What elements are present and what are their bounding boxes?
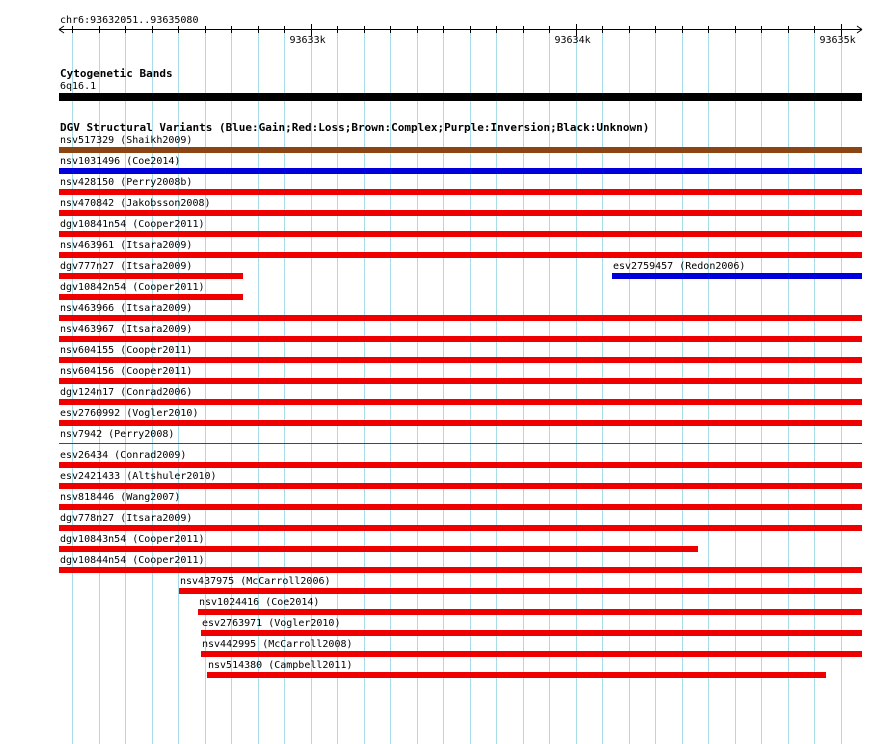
variant-bar-loss[interactable] [59, 252, 862, 258]
ruler-range-label: chr6:93632051..93635080 [60, 15, 199, 26]
ruler-arrow-right [59, 30, 64, 34]
variant-bar-loss[interactable] [59, 336, 862, 342]
variant-bar-loss[interactable] [59, 420, 862, 426]
variant-bar-loss[interactable] [59, 315, 862, 321]
variant-label[interactable]: nsv470842 (Jakobsson2008) [60, 198, 211, 209]
ruler-tick-label: 93633k [289, 35, 326, 46]
variant-label[interactable]: nsv604155 (Cooper2011) [60, 345, 193, 356]
variant-label[interactable]: dgv10841n54 (Cooper2011) [60, 219, 205, 230]
variant-bar-loss[interactable] [198, 609, 862, 615]
variant-bar-loss[interactable] [59, 210, 862, 216]
variant-label[interactable]: dgv778n27 (Itsara2009) [60, 513, 193, 524]
variant-label[interactable]: nsv428150 (Perry2008b) [60, 177, 193, 188]
cyto-band-label[interactable]: 6q16.1 [60, 81, 97, 92]
dgv-track-title: DGV Structural Variants (Blue:Gain;Red:Loss;Brown:Complex;Purple:Inversion;Black:Unknown) [60, 121, 650, 134]
variant-bar-loss[interactable] [59, 567, 862, 573]
variant-bar-loss[interactable] [59, 525, 862, 531]
variant-bar-loss[interactable] [59, 399, 862, 405]
variant-bar-loss[interactable] [59, 483, 862, 489]
variant-bar-loss[interactable] [59, 273, 243, 279]
variant-label[interactable]: nsv7942 (Perry2008) [60, 429, 175, 440]
variant-bar-loss[interactable] [59, 231, 862, 237]
variant-bar-gain[interactable] [612, 273, 862, 279]
variant-label[interactable]: nsv1024416 (Coe2014) [199, 597, 320, 608]
variant-label[interactable]: nsv517329 (Shaikh2009) [60, 135, 193, 146]
ruler-tick-label: 93634k [554, 35, 591, 46]
variant-label[interactable]: esv2763971 (Vogler2010) [202, 618, 341, 629]
variant-label[interactable]: esv2759457 (Redon2006) [613, 261, 746, 272]
variant-label[interactable]: dgv10842n54 (Cooper2011) [60, 282, 205, 293]
variant-label[interactable]: dgv10843n54 (Cooper2011) [60, 534, 205, 545]
variant-label[interactable]: nsv514380 (Campbell2011) [208, 660, 353, 671]
variant-label[interactable]: nsv1031496 (Coe2014) [60, 156, 181, 167]
variant-bar-loss[interactable] [59, 443, 862, 444]
variant-label[interactable]: esv2421433 (Altshuler2010) [60, 471, 217, 482]
variant-bar-loss[interactable] [59, 462, 862, 468]
variant-label[interactable]: nsv437975 (McCarroll2006) [180, 576, 331, 587]
variant-label[interactable]: nsv604156 (Cooper2011) [60, 366, 193, 377]
ruler-tick-label: 93635k [819, 35, 856, 46]
variant-bar-complex[interactable] [59, 147, 862, 153]
variant-bar-loss[interactable] [59, 294, 243, 300]
variant-label[interactable]: nsv818446 (Wang2007) [60, 492, 181, 503]
variant-label[interactable]: nsv463967 (Itsara2009) [60, 324, 193, 335]
variant-bar-gain[interactable] [59, 168, 862, 174]
variant-bar-loss[interactable] [179, 588, 862, 594]
cyto-band-bar[interactable] [59, 93, 862, 101]
variant-bar-loss[interactable] [59, 357, 862, 363]
variant-label[interactable]: dgv124n17 (Conrad2006) [60, 387, 193, 398]
variant-bar-loss[interactable] [59, 189, 862, 195]
ruler-arrow-right [857, 30, 862, 34]
variant-label[interactable]: dgv10844n54 (Cooper2011) [60, 555, 205, 566]
variant-bar-loss[interactable] [201, 630, 862, 636]
variant-label[interactable]: esv2760992 (Vogler2010) [60, 408, 199, 419]
variant-bar-loss[interactable] [59, 546, 698, 552]
variant-bar-loss[interactable] [201, 651, 862, 657]
variant-bar-loss[interactable] [59, 504, 862, 510]
variant-label[interactable]: dgv777n27 (Itsara2009) [60, 261, 193, 272]
variant-bar-loss[interactable] [59, 378, 862, 384]
cyto-track-title: Cytogenetic Bands [60, 67, 173, 80]
variant-label[interactable]: nsv463961 (Itsara2009) [60, 240, 193, 251]
ruler-arrow-right [857, 26, 862, 30]
variant-label[interactable]: nsv442995 (McCarroll2008) [202, 639, 353, 650]
variant-label[interactable]: nsv463966 (Itsara2009) [60, 303, 193, 314]
variant-bar-loss[interactable] [207, 672, 826, 678]
variant-label[interactable]: esv26434 (Conrad2009) [60, 450, 187, 461]
